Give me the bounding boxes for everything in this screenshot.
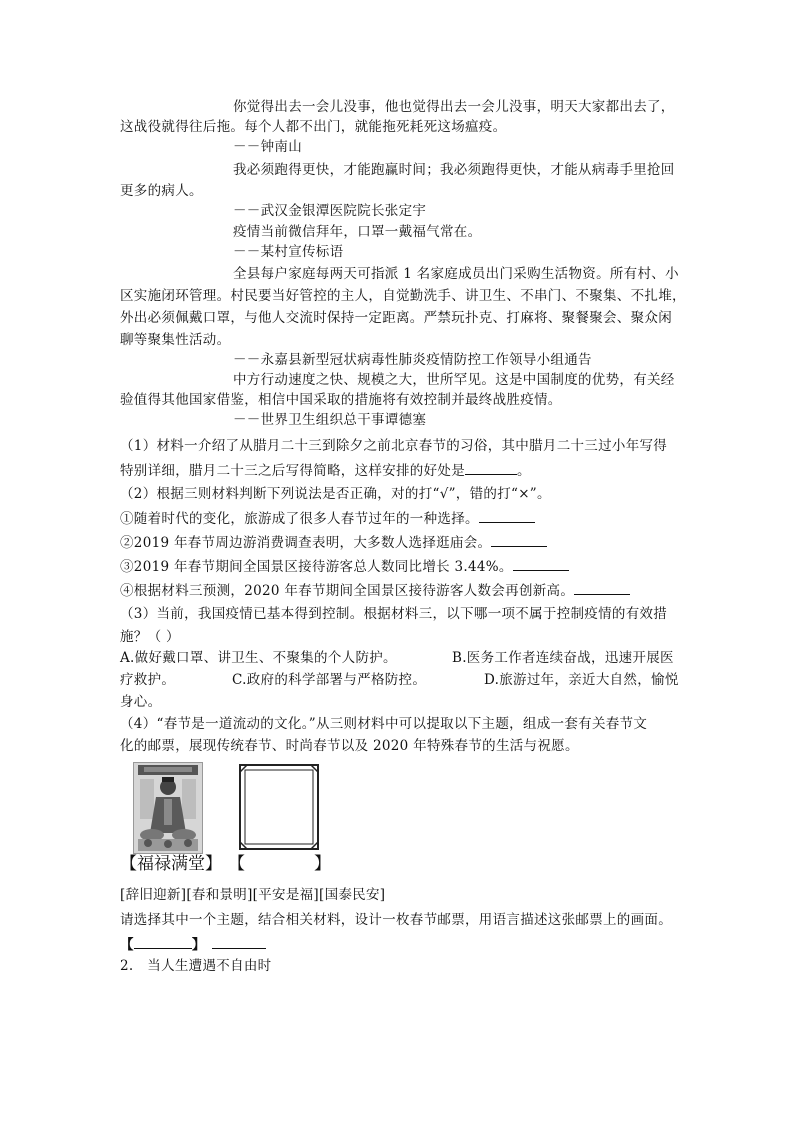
q2-item-2 xyxy=(120,532,547,553)
q3-line-2: 施？（ ） xyxy=(120,629,180,645)
q4-answer-open: 【 xyxy=(120,937,134,953)
q2-item-4 xyxy=(120,580,630,601)
q4-line-2: 化的邮票，展现传统春节、时尚春节以及 2020 年特殊春节的生活与祝愿。 xyxy=(120,738,579,754)
quote-1-source: －－钟南山 xyxy=(233,139,302,155)
stamp-blank-frame[interactable] xyxy=(239,764,319,850)
quote-2-line-1: 我必须跑得更快，才能跑赢时间；我必须跑得更快，才能从病毒手里抢回 xyxy=(233,162,675,178)
q1-answer-blank[interactable] xyxy=(465,460,517,475)
quote-1-line-2: 这战役就得往后拖。每个人都不出门，就能拖死耗死这场瘟疫。 xyxy=(120,119,507,135)
q4-line-1: （4）“春节是一道流动的文化。”从三则材料中可以提取以下主题，组成一套有关春节文 xyxy=(120,716,648,732)
quote-5-line-1: 中方行动速度之快、规模之大，世所罕见。这是中国制度的优势，有关经 xyxy=(233,372,675,388)
q2-item-3 xyxy=(120,556,569,577)
quote-3-source: －－某村宣传标语 xyxy=(233,244,344,260)
q2-item-3-blank[interactable] xyxy=(513,556,569,571)
quote-4-source: －－永嘉县新型冠状病毒性肺炎疫情防控工作领导小组通告 xyxy=(233,352,592,368)
q3-line-1: （3）当前，我国疫情已基本得到控制。根据材料三，以下哪一项不属于控制疫情的有效措 xyxy=(120,606,668,622)
quote-3-line-1: 疫情当前微信拜年，口罩一戴福气常在。 xyxy=(233,224,482,240)
q3-option-a[interactable]: A.做好戴口罩、讲卫生、不聚集的个人防护。 xyxy=(120,650,397,666)
q2-item-1 xyxy=(120,508,535,529)
q2-stem: （2）根据三则材料判断下列说法是否正确，对的打“√”，错的打“×”。 xyxy=(120,486,551,502)
q3-option-b[interactable]: B.医务工作者连续奋战，迅速开展医 xyxy=(452,650,674,666)
q3-option-b-cont: 疗救护。 xyxy=(120,672,176,688)
stamp-2-caption-open: 【 xyxy=(228,854,245,874)
stamp-frame-border-icon xyxy=(239,764,319,850)
q2-item-2-text: ②2019 年春节周边游消费调查表明，大多数人选择逛庙会。 xyxy=(120,535,492,551)
q3-option-d[interactable]: D.旅游过年，亲近大自然，愉悦 xyxy=(484,672,679,688)
q4-instruction: 请选择其中一个主题，结合相关材料，设计一枚春节邮票，用语言描述这张邮票上的画面。 xyxy=(120,912,672,928)
quote-2-source: －－武汉金银潭医院院长张定宇 xyxy=(233,203,427,219)
q1-line-2-end: 。 xyxy=(517,463,531,479)
next-question-title: 2. 当人生遭遇不自由时 xyxy=(120,958,272,974)
stamp-1-caption: 【福禄满堂】 xyxy=(120,854,222,874)
stamp-2-caption-close: 】 xyxy=(314,854,331,874)
q3-option-c[interactable]: C.政府的科学部署与严格防控。 xyxy=(232,672,427,688)
stamp-illustration-icon xyxy=(134,763,202,853)
quote-2-line-2: 更多的病人。 xyxy=(120,183,203,199)
quote-5-source: －－世界卫生组织总干事谭德塞 xyxy=(233,412,427,428)
q4-description-blank[interactable] xyxy=(212,934,266,949)
q1-line-2 xyxy=(120,460,531,481)
q4-themes: [辞旧迎新][春和景明][平安是福][国泰民安] xyxy=(120,887,386,903)
q4-answer-line xyxy=(120,934,266,955)
q2-item-3-text: ③2019 年春节期间全国景区接待游客总人数同比增长 3.44%。 xyxy=(120,559,513,575)
q4-answer-close: 】 xyxy=(191,937,206,953)
quote-4-line-1: 全县每户家庭每两天可指派 1 名家庭成员出门采购生活物资。所有村、小 xyxy=(233,266,679,282)
q2-item-2-blank[interactable] xyxy=(491,532,547,547)
q2-item-1-blank[interactable] xyxy=(479,508,535,523)
q3-option-d-cont: 身心。 xyxy=(120,694,162,710)
q2-item-4-blank[interactable] xyxy=(574,580,630,595)
quote-5-line-2: 验值得其他国家借鉴，相信中国采取的措施将有效控制并最终战胜疫情。 xyxy=(120,392,562,408)
quote-4-line-3: 外出必须佩戴口罩，与他人交流时保持一定距离。严禁玩扑克、打麻将、聚餐聚会、聚众闲 xyxy=(120,310,672,326)
q2-item-1-text: ①随着时代的变化，旅游成了很多人春节过年的一种选择。 xyxy=(120,511,479,527)
quote-1-line-1: 你觉得出去一会儿没事，他也觉得出去一会儿没事，明天大家都出去了， xyxy=(233,99,675,115)
quote-4-line-2: 区实施闭环管理。村民要当好管控的主人，自觉勤洗手、讲卫生、不串门、不聚集、不扎堆， xyxy=(120,288,686,304)
q1-line-1: （1）材料一介绍了从腊月二十三到除夕之前北京春节的习俗，其中腊月二十三过小年写得 xyxy=(120,438,668,454)
quote-4-line-4: 聊等聚集性活动。 xyxy=(120,332,231,348)
stamp-fulu-mantang-image xyxy=(133,762,203,854)
q1-line-2-text: 特别详细，腊月二十三之后写得简略，这样安排的好处是 xyxy=(120,463,465,479)
q4-theme-blank[interactable] xyxy=(134,934,192,949)
q2-item-4-text: ④根据材料三预测，2020 年春节期间全国景区接待游客人数会再创新高。 xyxy=(120,583,575,599)
